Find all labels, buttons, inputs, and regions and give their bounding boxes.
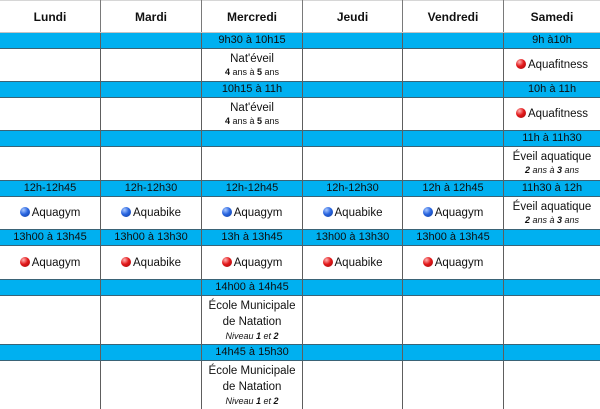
activity-cell [504, 197, 600, 230]
time-slot-row [0, 230, 600, 246]
activity-name: Nat'éveil [202, 101, 302, 115]
activity-cell-empty [403, 98, 504, 131]
activity-cell [504, 49, 600, 82]
activity-cell [202, 246, 303, 280]
time-slot-cell [101, 280, 202, 296]
blue-dot-icon [20, 207, 30, 217]
time-slot-row [0, 82, 600, 98]
activity-name: Aquagym [32, 207, 81, 219]
day-header-samedi: Samedi [504, 1, 600, 33]
activity-cell [202, 98, 303, 131]
activity-name-line2: de Natation [202, 314, 302, 330]
activity-cell-empty [101, 49, 202, 82]
time-slot-cell: 13h00 à 13h30 [303, 230, 403, 246]
activity-cell-empty [101, 147, 202, 181]
time-slot-cell: 14h45 à 15h30 [202, 345, 303, 361]
activity-cell-empty [504, 296, 600, 345]
time-slot-cell [303, 280, 403, 296]
time-slot-cell: 10h15 à 11h [202, 82, 303, 98]
activity-cell [504, 147, 600, 181]
activity-name-line1: École Municipale [202, 298, 302, 314]
activity-name: Aquagym [435, 207, 484, 219]
activity-cell [504, 98, 600, 131]
activity-cell [101, 197, 202, 230]
time-slot-cell [403, 131, 504, 147]
activity-cell-empty [0, 147, 101, 181]
time-slot-cell [403, 33, 504, 49]
activity-name: Aquafitness [528, 108, 588, 120]
activity-cell-empty [101, 296, 202, 345]
time-slot-cell: 10h à 11h [504, 82, 600, 98]
activity-name: Aquabike [133, 207, 181, 219]
time-slot-cell: 13h00 à 13h45 [403, 230, 504, 246]
activity-cell-empty [403, 49, 504, 82]
time-slot-cell [202, 131, 303, 147]
activity-cell [202, 49, 303, 82]
day-header-mardi: Mardi [101, 1, 202, 33]
activity-cell-empty [303, 361, 403, 409]
time-slot-cell [504, 230, 600, 246]
time-slot-cell: 9h30 à 10h15 [202, 33, 303, 49]
activity-name: Aquafitness [528, 59, 588, 71]
activity-cell-empty [303, 147, 403, 181]
time-slot-cell [303, 82, 403, 98]
activity-cell [101, 246, 202, 280]
time-slot-cell: 12h-12h30 [101, 181, 202, 197]
time-slot-cell [303, 131, 403, 147]
activity-row [0, 197, 600, 230]
time-slot-cell [101, 345, 202, 361]
activity-cell-empty [0, 296, 101, 345]
activity-cell [403, 246, 504, 280]
time-slot-cell [504, 280, 600, 296]
activity-cell-empty [101, 98, 202, 131]
age-range: 4 ans à 5 ans [202, 66, 302, 79]
time-slot-cell [0, 82, 101, 98]
time-slot-cell: 13h à 13h45 [202, 230, 303, 246]
time-slot-row [0, 345, 600, 361]
time-slot-cell [101, 82, 202, 98]
time-slot-cell [101, 131, 202, 147]
time-slot-cell: 12h à 12h45 [403, 181, 504, 197]
activity-cell-empty [504, 246, 600, 280]
time-slot-cell [101, 33, 202, 49]
level-label: Niveau 1 et 2 [202, 395, 302, 408]
activity-name: Aquagym [234, 207, 283, 219]
time-slot-row [0, 131, 600, 147]
time-slot-cell [0, 280, 101, 296]
activity-row [0, 361, 600, 409]
day-header-jeudi: Jeudi [303, 1, 403, 33]
activity-cell-empty [403, 296, 504, 345]
time-slot-row [0, 280, 600, 296]
activity-row [0, 296, 600, 345]
day-header-vendredi: Vendredi [403, 1, 504, 33]
red-dot-icon [516, 108, 526, 118]
activity-name: Éveil aquatique [504, 150, 600, 164]
level-label: Niveau 1 et 2 [202, 330, 302, 343]
age-range: 2 ans à 3 ans [504, 214, 600, 227]
activity-cell-empty [202, 147, 303, 181]
time-slot-cell [303, 33, 403, 49]
time-slot-cell [0, 33, 101, 49]
blue-dot-icon [423, 207, 433, 217]
red-dot-icon [20, 257, 30, 267]
activity-name: Aquabike [335, 257, 383, 269]
activity-cell-empty [403, 147, 504, 181]
activity-name-line2: de Natation [202, 379, 302, 395]
blue-dot-icon [121, 207, 131, 217]
activity-cell [0, 197, 101, 230]
activity-cell-empty [303, 98, 403, 131]
activity-name: Aquabike [335, 207, 383, 219]
activity-cell-empty [303, 49, 403, 82]
activity-cell [403, 197, 504, 230]
time-slot-cell: 12h-12h45 [0, 181, 101, 197]
activity-cell-empty [403, 361, 504, 409]
time-slot-cell [303, 345, 403, 361]
red-dot-icon [516, 59, 526, 69]
activity-name: Aquagym [234, 257, 283, 269]
red-dot-icon [222, 257, 232, 267]
time-slot-cell [0, 345, 101, 361]
activity-cell-empty [101, 361, 202, 409]
activity-name-line1: École Municipale [202, 363, 302, 379]
activity-name: Nat'éveil [202, 52, 302, 66]
activity-name: Éveil aquatique [504, 200, 600, 214]
time-slot-cell [403, 280, 504, 296]
time-slot-cell [403, 345, 504, 361]
time-slot-cell: 12h-12h30 [303, 181, 403, 197]
activity-cell-empty [0, 98, 101, 131]
time-slot-cell: 14h00 à 14h45 [202, 280, 303, 296]
activity-cell [0, 246, 101, 280]
activity-name: Aquabike [133, 257, 181, 269]
time-slot-cell: 13h00 à 13h30 [101, 230, 202, 246]
time-slot-cell: 9h à10h [504, 33, 600, 49]
activity-cell [202, 296, 303, 345]
time-slot-row [0, 33, 600, 49]
time-slot-cell: 11h30 à 12h [504, 181, 600, 197]
activity-row [0, 49, 600, 82]
day-header-row [0, 1, 600, 33]
activity-name: Aquagym [32, 257, 81, 269]
time-slot-cell: 11h à 11h30 [504, 131, 600, 147]
time-slot-cell [504, 345, 600, 361]
blue-dot-icon [323, 207, 333, 217]
time-slot-cell: 13h00 à 13h45 [0, 230, 101, 246]
activity-cell [202, 361, 303, 409]
age-range: 4 ans à 5 ans [202, 115, 302, 128]
activity-row [0, 246, 600, 280]
activity-cell-empty [0, 49, 101, 82]
age-range: 2 ans à 3 ans [504, 164, 600, 177]
red-dot-icon [121, 257, 131, 267]
red-dot-icon [323, 257, 333, 267]
activity-cell-empty [0, 361, 101, 409]
time-slot-row [0, 181, 600, 197]
time-slot-cell: 12h-12h45 [202, 181, 303, 197]
blue-dot-icon [222, 207, 232, 217]
day-header-lundi: Lundi [0, 1, 101, 33]
time-slot-cell [0, 131, 101, 147]
activity-cell [303, 246, 403, 280]
activity-cell-empty [303, 296, 403, 345]
activity-name: Aquagym [435, 257, 484, 269]
red-dot-icon [423, 257, 433, 267]
activity-row [0, 147, 600, 181]
day-header-mercredi: Mercredi [202, 1, 303, 33]
time-slot-cell [403, 82, 504, 98]
activity-cell [202, 197, 303, 230]
activity-cell-empty [504, 361, 600, 409]
activity-cell [303, 197, 403, 230]
activity-row [0, 98, 600, 131]
